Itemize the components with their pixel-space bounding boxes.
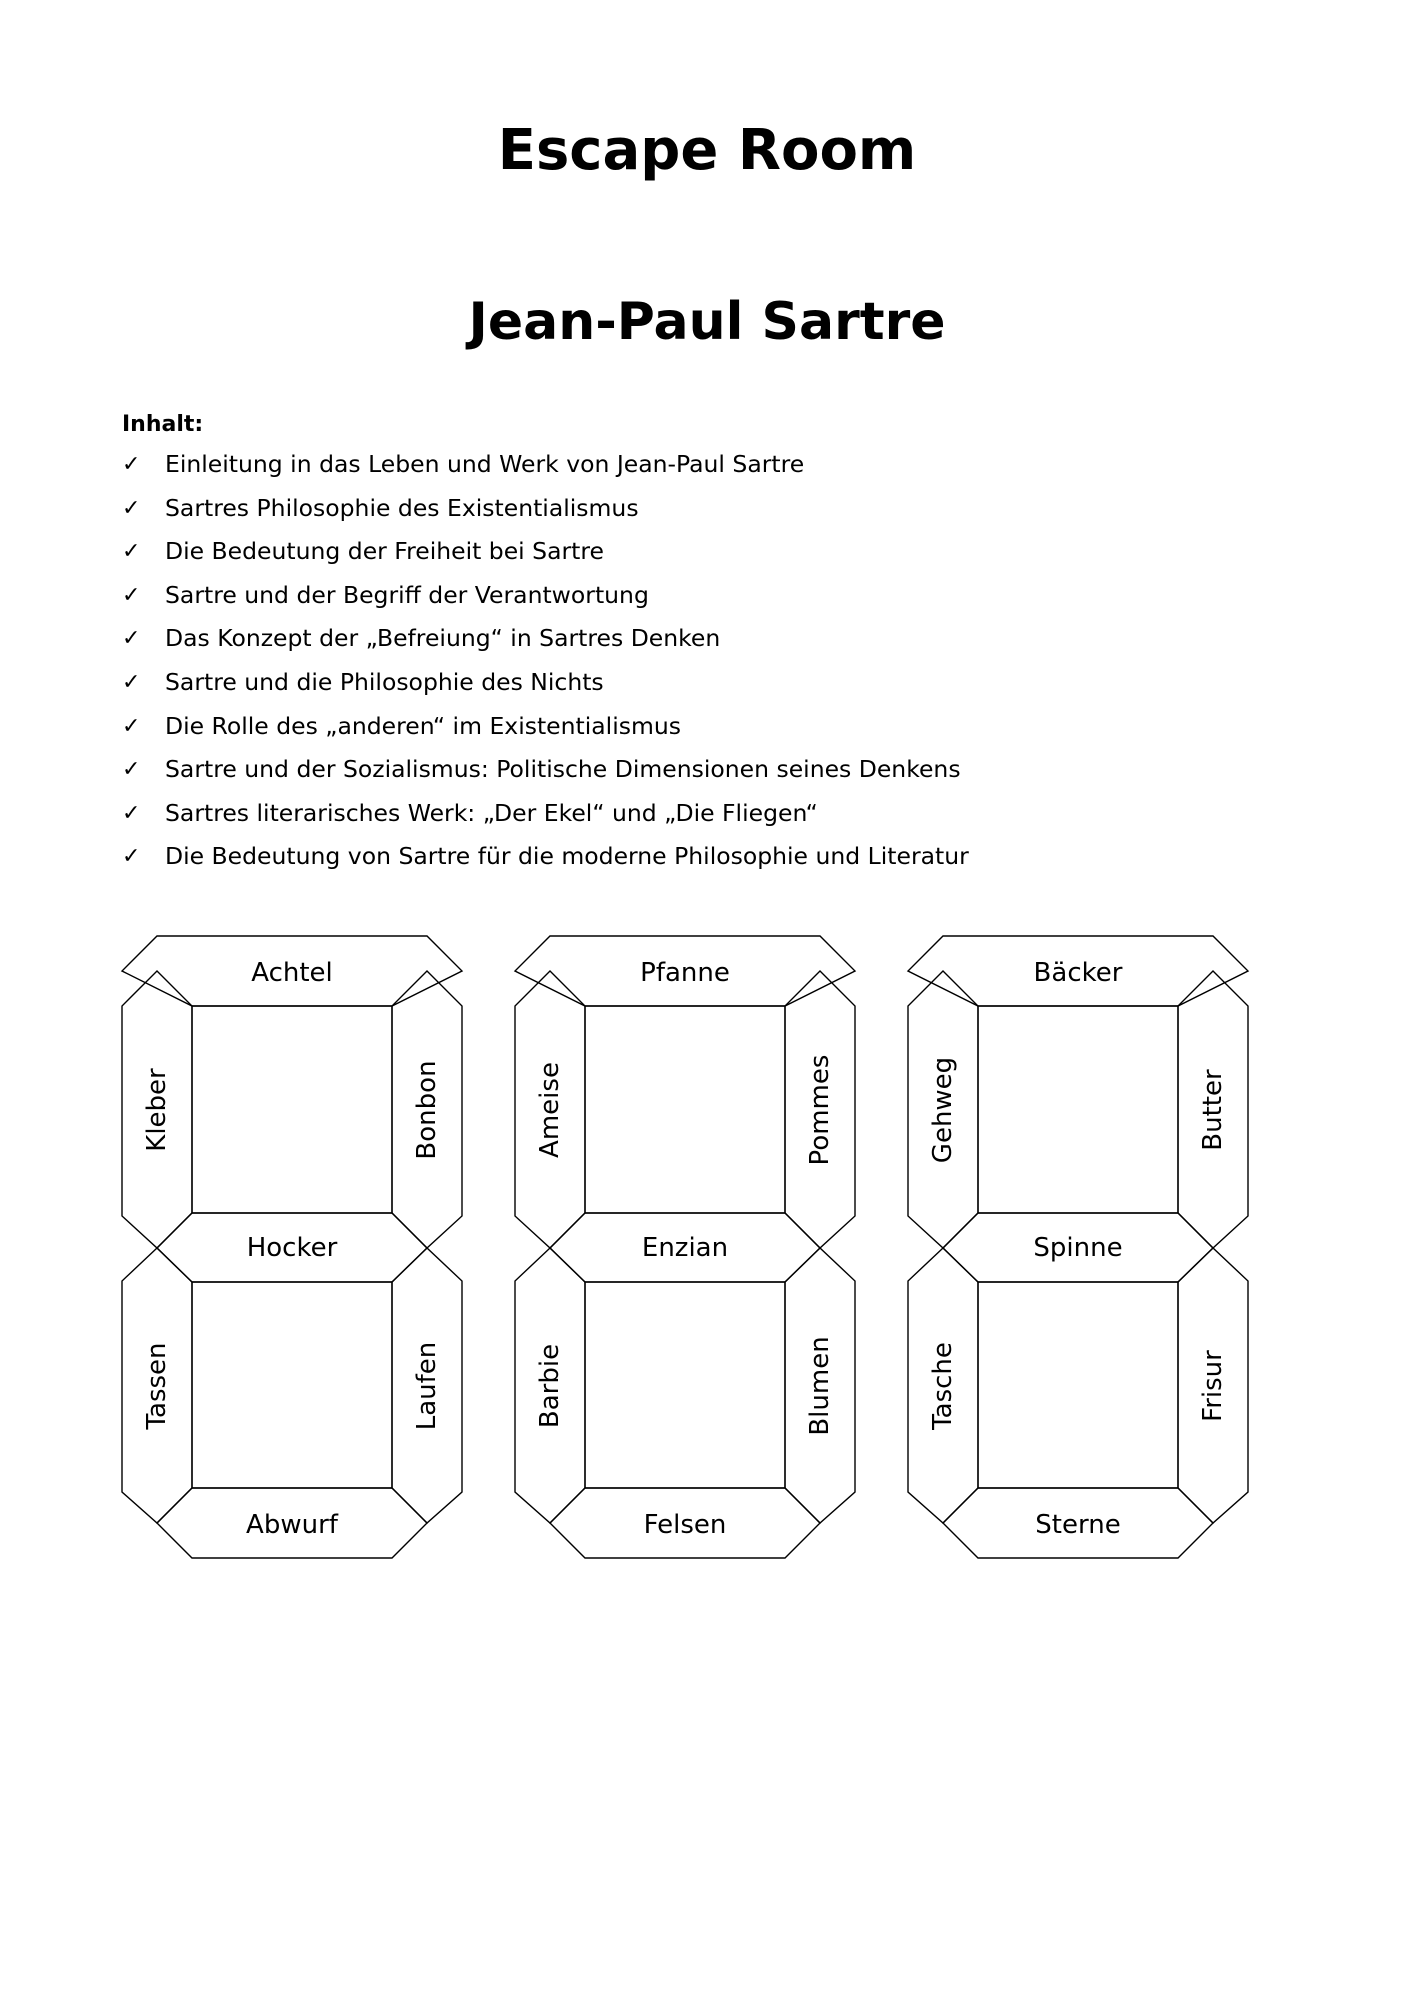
segment-label: Tassen (142, 1342, 172, 1430)
lower-inner-box (585, 1282, 785, 1488)
digit-1 (122, 936, 462, 1558)
upper-inner-box (192, 1006, 392, 1213)
segment-label: Hocker (246, 1233, 338, 1263)
segment-label: Pfanne (640, 958, 730, 988)
segment-label: Blumen (805, 1336, 835, 1436)
segment-label: Barbie (535, 1343, 565, 1429)
segment-label: Ameise (535, 1062, 565, 1158)
segment-label: Tasche (928, 1342, 958, 1430)
segment-label: Enzian (641, 1233, 729, 1263)
segment-label: Gehweg (928, 1056, 958, 1164)
upper-inner-box (585, 1006, 785, 1213)
upper-inner-box (978, 1006, 1178, 1213)
segment-label: Bonbon (412, 1060, 442, 1160)
digit-2 (515, 936, 855, 1558)
segment-label: Bäcker (1033, 958, 1123, 988)
list-item-text: Sartre und die Philosophie des Nichts (165, 667, 604, 696)
list-item-text: Einleitung in das Leben und Werk von Jean-Paul Sartre (165, 450, 805, 478)
list-item-text: Sartres literarisches Werk: „Der Ekel“ und „Die Fliegen“ (165, 798, 818, 827)
checkmark-icon: ✓ (122, 800, 141, 826)
digit-3 (908, 936, 1248, 1558)
checkmark-icon: ✓ (122, 452, 141, 477)
list-item-text: Das Konzept der „Befreiung“ in Sartres Denken (165, 624, 721, 653)
list-item-text: Sartre und der Sozialismus: Politische Dimensionen seines Denkens (165, 755, 961, 784)
page-title: Escape Room (497, 118, 917, 183)
checkmark-icon: ✓ (122, 626, 141, 652)
lower-inner-box (978, 1282, 1178, 1488)
checkmark-icon: ✓ (122, 495, 141, 521)
segment-label: Laufen (412, 1341, 442, 1431)
list-item-text: Sartre und der Begriff der Verantwortung (165, 580, 649, 609)
checkmark-icon: ✓ (122, 757, 141, 783)
segment-label: Spinne (1033, 1233, 1123, 1263)
list-item-text: Die Rolle des „anderen“ im Existentialismus (165, 711, 682, 740)
segment-label: Sterne (1035, 1510, 1121, 1540)
checkmark-icon: ✓ (122, 713, 141, 739)
list-item-text: Die Bedeutung der Freiheit bei Sartre (165, 537, 604, 566)
page-subtitle: Jean-Paul Sartre (468, 292, 946, 352)
segment-label: Kleber (142, 1068, 172, 1152)
checkmark-icon: ✓ (122, 582, 141, 608)
lower-inner-box (192, 1282, 392, 1488)
checkmark-icon: ✓ (122, 539, 141, 565)
segment-label: Frisur (1198, 1350, 1228, 1422)
checkmark-icon: ✓ (122, 844, 141, 870)
segment-label: Abwurf (246, 1510, 338, 1540)
segment-label: Felsen (643, 1510, 727, 1540)
list-item-text: Sartres Philosophie des Existentialismus (165, 493, 639, 522)
segment-label: Achtel (251, 958, 333, 988)
contents-heading: Inhalt: (122, 412, 204, 437)
list-item-text: Die Bedeutung von Sartre für die moderne Philosophie und Literatur (165, 842, 969, 871)
segment-label: Pommes (805, 1054, 835, 1166)
checkmark-icon: ✓ (122, 669, 141, 695)
segment-label: Butter (1198, 1069, 1228, 1151)
